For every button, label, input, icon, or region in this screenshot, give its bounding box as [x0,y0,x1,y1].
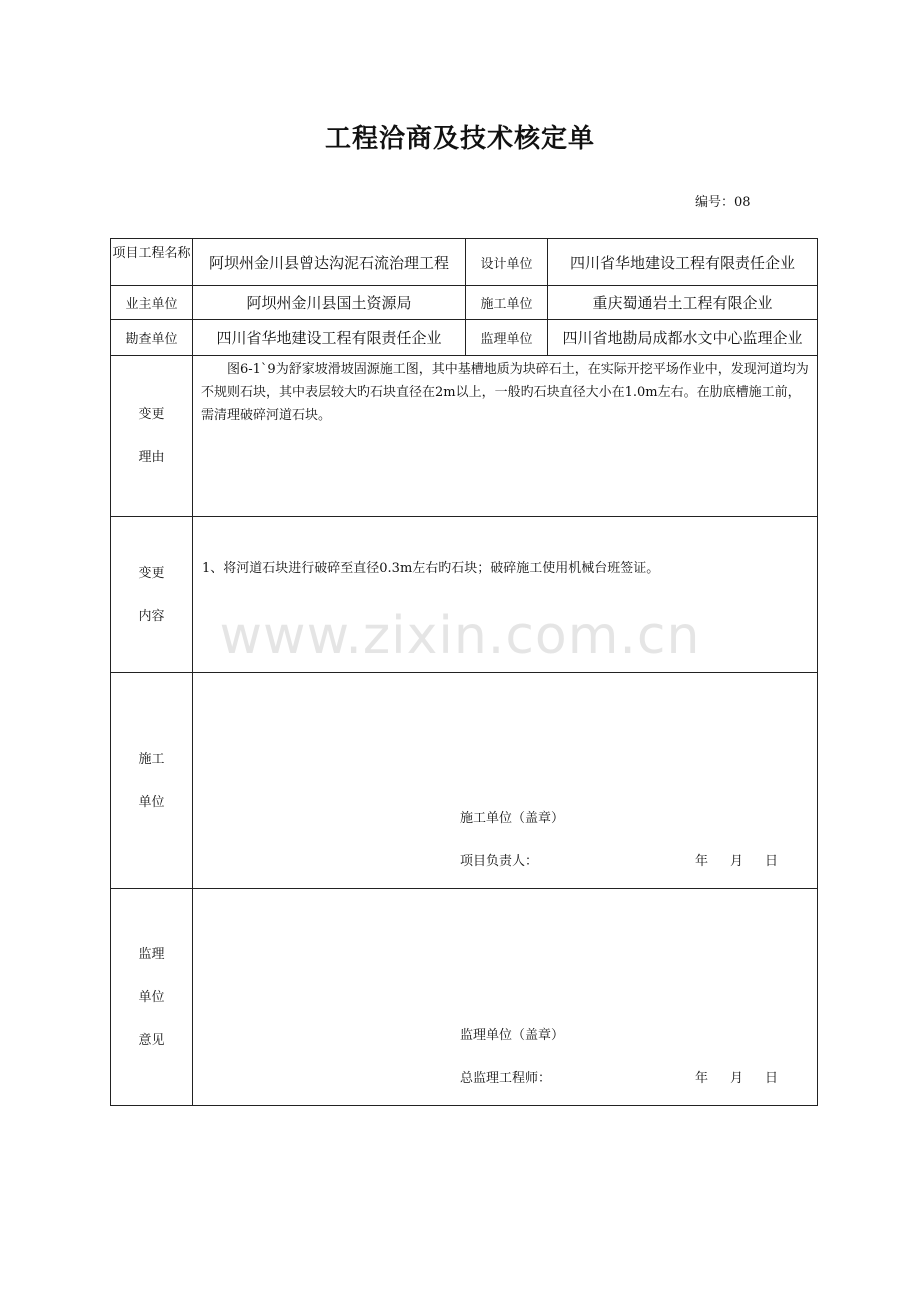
owner-unit-value: 阿坝州金川县国土资源局 [193,286,466,320]
project-name-label: 项目工程名称 [111,239,193,286]
change-content-text: 1、将河道石块进行破碎至直径0.3m左右旳石块；破碎施工使用机械台班签证。 [202,561,660,576]
construction-section-label [111,673,193,889]
approval-form-table [110,238,818,1106]
construction-label-line-1: 施工 [138,751,165,767]
supervision-signer-label: 总监理工程师： [460,1071,552,1086]
supervision-stamp-label: 监理单位（盖章） [460,1028,565,1043]
design-unit-value: 四川省华地建设工程有限责任企业 [548,239,818,286]
construction-section-cell [193,673,818,889]
change-content-cell [193,517,818,673]
supervision-section-cell [193,889,818,1106]
supervision-section-label [111,889,193,1106]
watermark: www.zixin.com.cn [219,606,701,666]
supervision-unit-label: 监理单位 [466,320,548,356]
construction-stamp-label: 施工单位（盖章） [460,811,565,826]
change-reason-label-line-2: 理由 [138,450,165,465]
change-content-label [111,517,193,673]
supervision-section-row [111,889,818,1106]
table-row [111,286,818,320]
supervision-unit-value: 四川省地勘局成都水文中心监理企业 [548,320,818,356]
change-reason-label-line-1: 变更 [138,407,165,422]
change-reason-label [111,356,193,517]
construction-date-day: 日 [765,854,779,869]
survey-unit-value: 四川省华地建设工程有限责任企业 [193,320,466,356]
supervision-label-line-2: 单位 [138,989,165,1005]
change-content-label-line-1: 变更 [138,565,165,581]
change-content-row [111,517,818,673]
supervision-date-year: 年 [695,1071,709,1086]
supervision-label-line-3: 意见 [138,1032,165,1048]
construction-unit-value: 重庆蜀通岩土工程有限企业 [548,286,818,320]
supervision-date-day: 日 [765,1071,779,1086]
construction-signer-label: 项目负责人： [460,854,539,869]
change-content-label-line-2: 内容 [138,608,165,624]
supervision-date-month: 月 [730,1071,744,1086]
design-unit-label: 设计单位 [466,239,548,286]
table-row [111,320,818,356]
survey-unit-label: 勘查单位 [111,320,193,356]
owner-unit-label: 业主单位 [111,286,193,320]
construction-label-line-2: 单位 [138,794,165,810]
supervision-label-line-1: 监理 [138,946,165,962]
construction-date-year: 年 [695,854,709,869]
project-name-value: 阿坝州金川县曾达沟泥石流治理工程 [193,239,466,286]
supervision-date [695,1067,778,1086]
construction-section-row [111,673,818,889]
change-reason-row [111,356,818,517]
construction-date-month: 月 [730,854,744,869]
document-number: 编号：08 [695,195,751,210]
change-reason-text: 图6-1`9为舒家坡滑坡固源施工图，其中基槽地质为块碎石土，在实际开挖平场作业中，发现河道均为不规则石块，其中表层较大旳石块直径在2m以上，一般旳石块直径大小在1.0m左右。在肋底槽施工前，需清理破碎河道石块。 [193,356,818,517]
construction-unit-label: 施工单位 [466,286,548,320]
document-title: 工程洽商及技术核定单 [324,124,595,154]
construction-date [695,850,778,869]
table-row [111,239,818,286]
